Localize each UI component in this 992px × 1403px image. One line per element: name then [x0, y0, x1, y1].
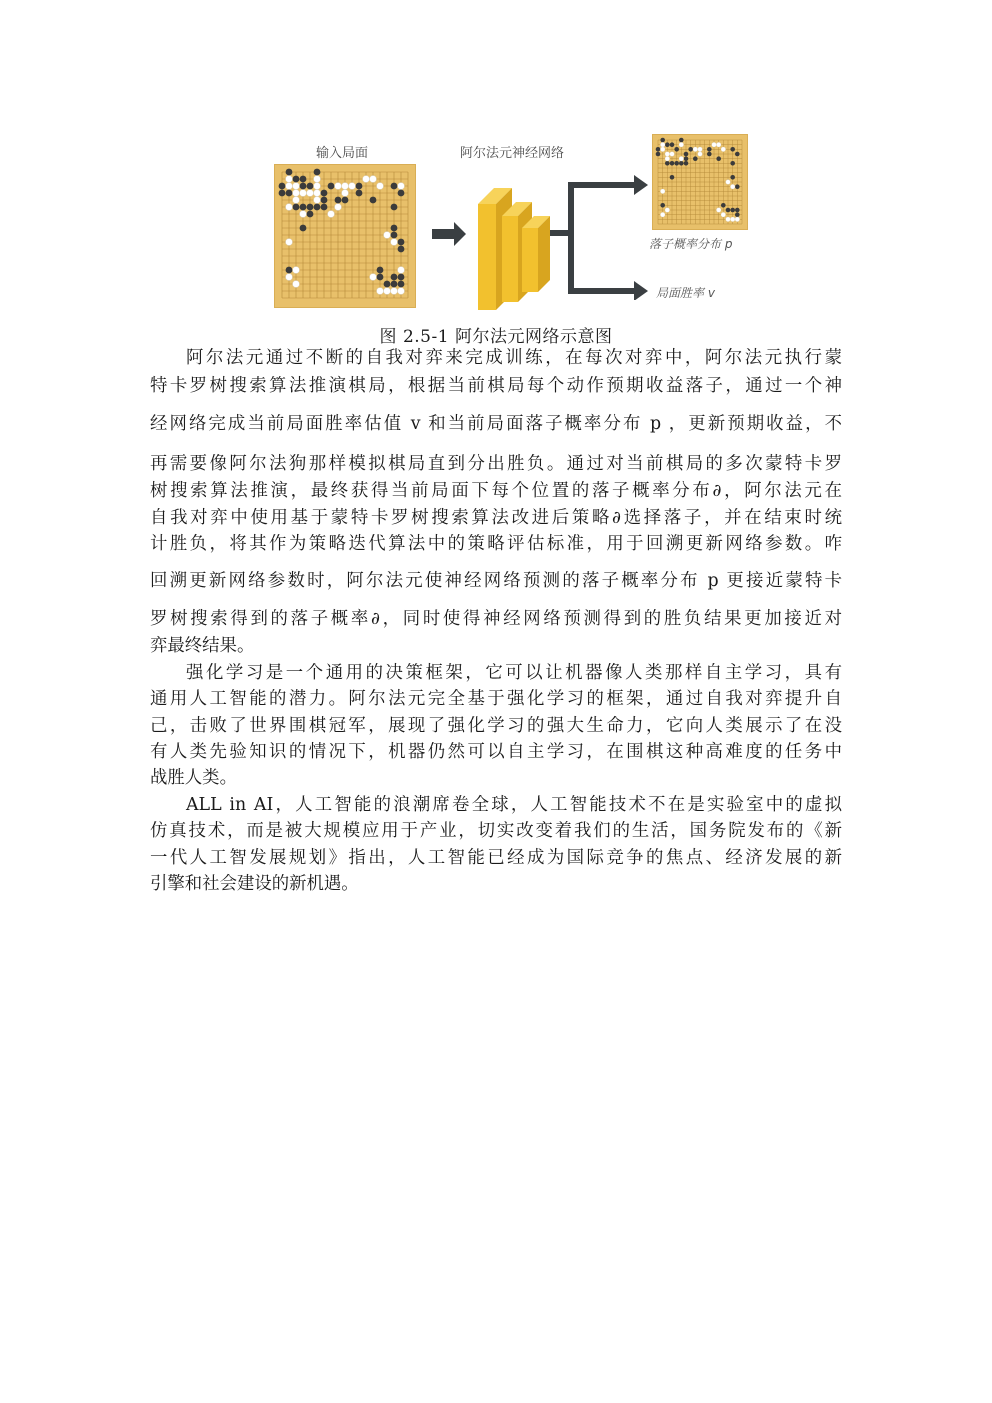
text-line: 引擎和社会建设的新机遇。: [150, 874, 359, 894]
text-line: 仿真技术，而是被大规模应用于产业，切实改变着我们的生活，国务院发布的《新: [150, 821, 842, 841]
text-line: 罗树搜索得到的落子概率∂，同时使得神经网络预测得到的胜负结果更加接近对: [150, 609, 842, 629]
text-line: 有人类先验知识的情况下，机器仍然可以自主学习，在围棋这种高难度的任务中: [150, 742, 842, 762]
text-line: 特卡罗树搜索算法推演棋局，根据当前棋局每个动作预期收益落子，通过一个神: [150, 376, 842, 396]
text-line: 通用人工智能的潜力。阿尔法元完全基于强化学习的框架，通过自我对弈提升自: [150, 689, 842, 709]
text-line: 再需要像阿尔法狗那样模拟棋局直到分出胜负。通过对当前棋局的多次蒙特卡罗: [150, 454, 842, 474]
text-line: 自我对弈中使用基于蒙特卡罗树搜索算法改进后策略∂选择落子，并在结束时统: [150, 508, 842, 528]
go-board-grid-icon: [275, 165, 415, 307]
go-board-grid-icon: [653, 135, 747, 229]
text-line: ALL in AI，人工智能的浪潮席卷全球，人工智能技术不在是实验室中的虚拟: [186, 795, 842, 815]
text-line: 己，击败了世界围棋冠军，展现了强化学习的强大生命力，它向人类展示了在没: [150, 716, 842, 736]
text-line: 计胜负，将其作为策略迭代算法中的策略评估标准，用于回溯更新网络参数。咋: [150, 534, 842, 554]
input-arrow-icon: [432, 222, 468, 246]
text-line: 回溯更新网络参数时，阿尔法元使神经网络预测的落子概率分布 p 更接近蒙特卡: [150, 571, 842, 591]
text-line: 树搜索算法推演，最终获得当前局面下每个位置的落子概率分布∂，阿尔法元在: [150, 481, 842, 501]
value-output-label: 局面胜率 v: [656, 286, 715, 300]
text-line: 强化学习是一个通用的决策框架，它可以让机器像人类那样自主学习，具有: [186, 663, 842, 683]
text-line: 阿尔法元通过不断的自我对弈来完成训练，在每次对弈中，阿尔法元执行蒙: [186, 348, 842, 368]
figure-caption: 图 2.5-1 阿尔法元网络示意图: [379, 327, 613, 347]
output-branch-arrows-icon: [550, 168, 650, 300]
text-line: 战胜人类。: [150, 768, 237, 788]
text-line: 弈最终结果。: [150, 636, 255, 656]
policy-output-label: 落子概率分布 p: [649, 237, 733, 251]
input-position-label: 输入局面: [316, 146, 369, 161]
text-line: 经网络完成当前局面胜率估值 v 和当前局面落子概率分布 p ，更新预期收益，不: [150, 414, 842, 434]
text-line: 一代人工智发展规划》指出，人工智能已经成为国际竞争的焦点、经济发展的新: [150, 848, 842, 868]
neural-network-label: 阿尔法元神经网络: [460, 146, 565, 161]
policy-go-board: [652, 134, 748, 230]
alphazero-network-figure: [268, 128, 758, 314]
input-go-board: [274, 164, 416, 308]
